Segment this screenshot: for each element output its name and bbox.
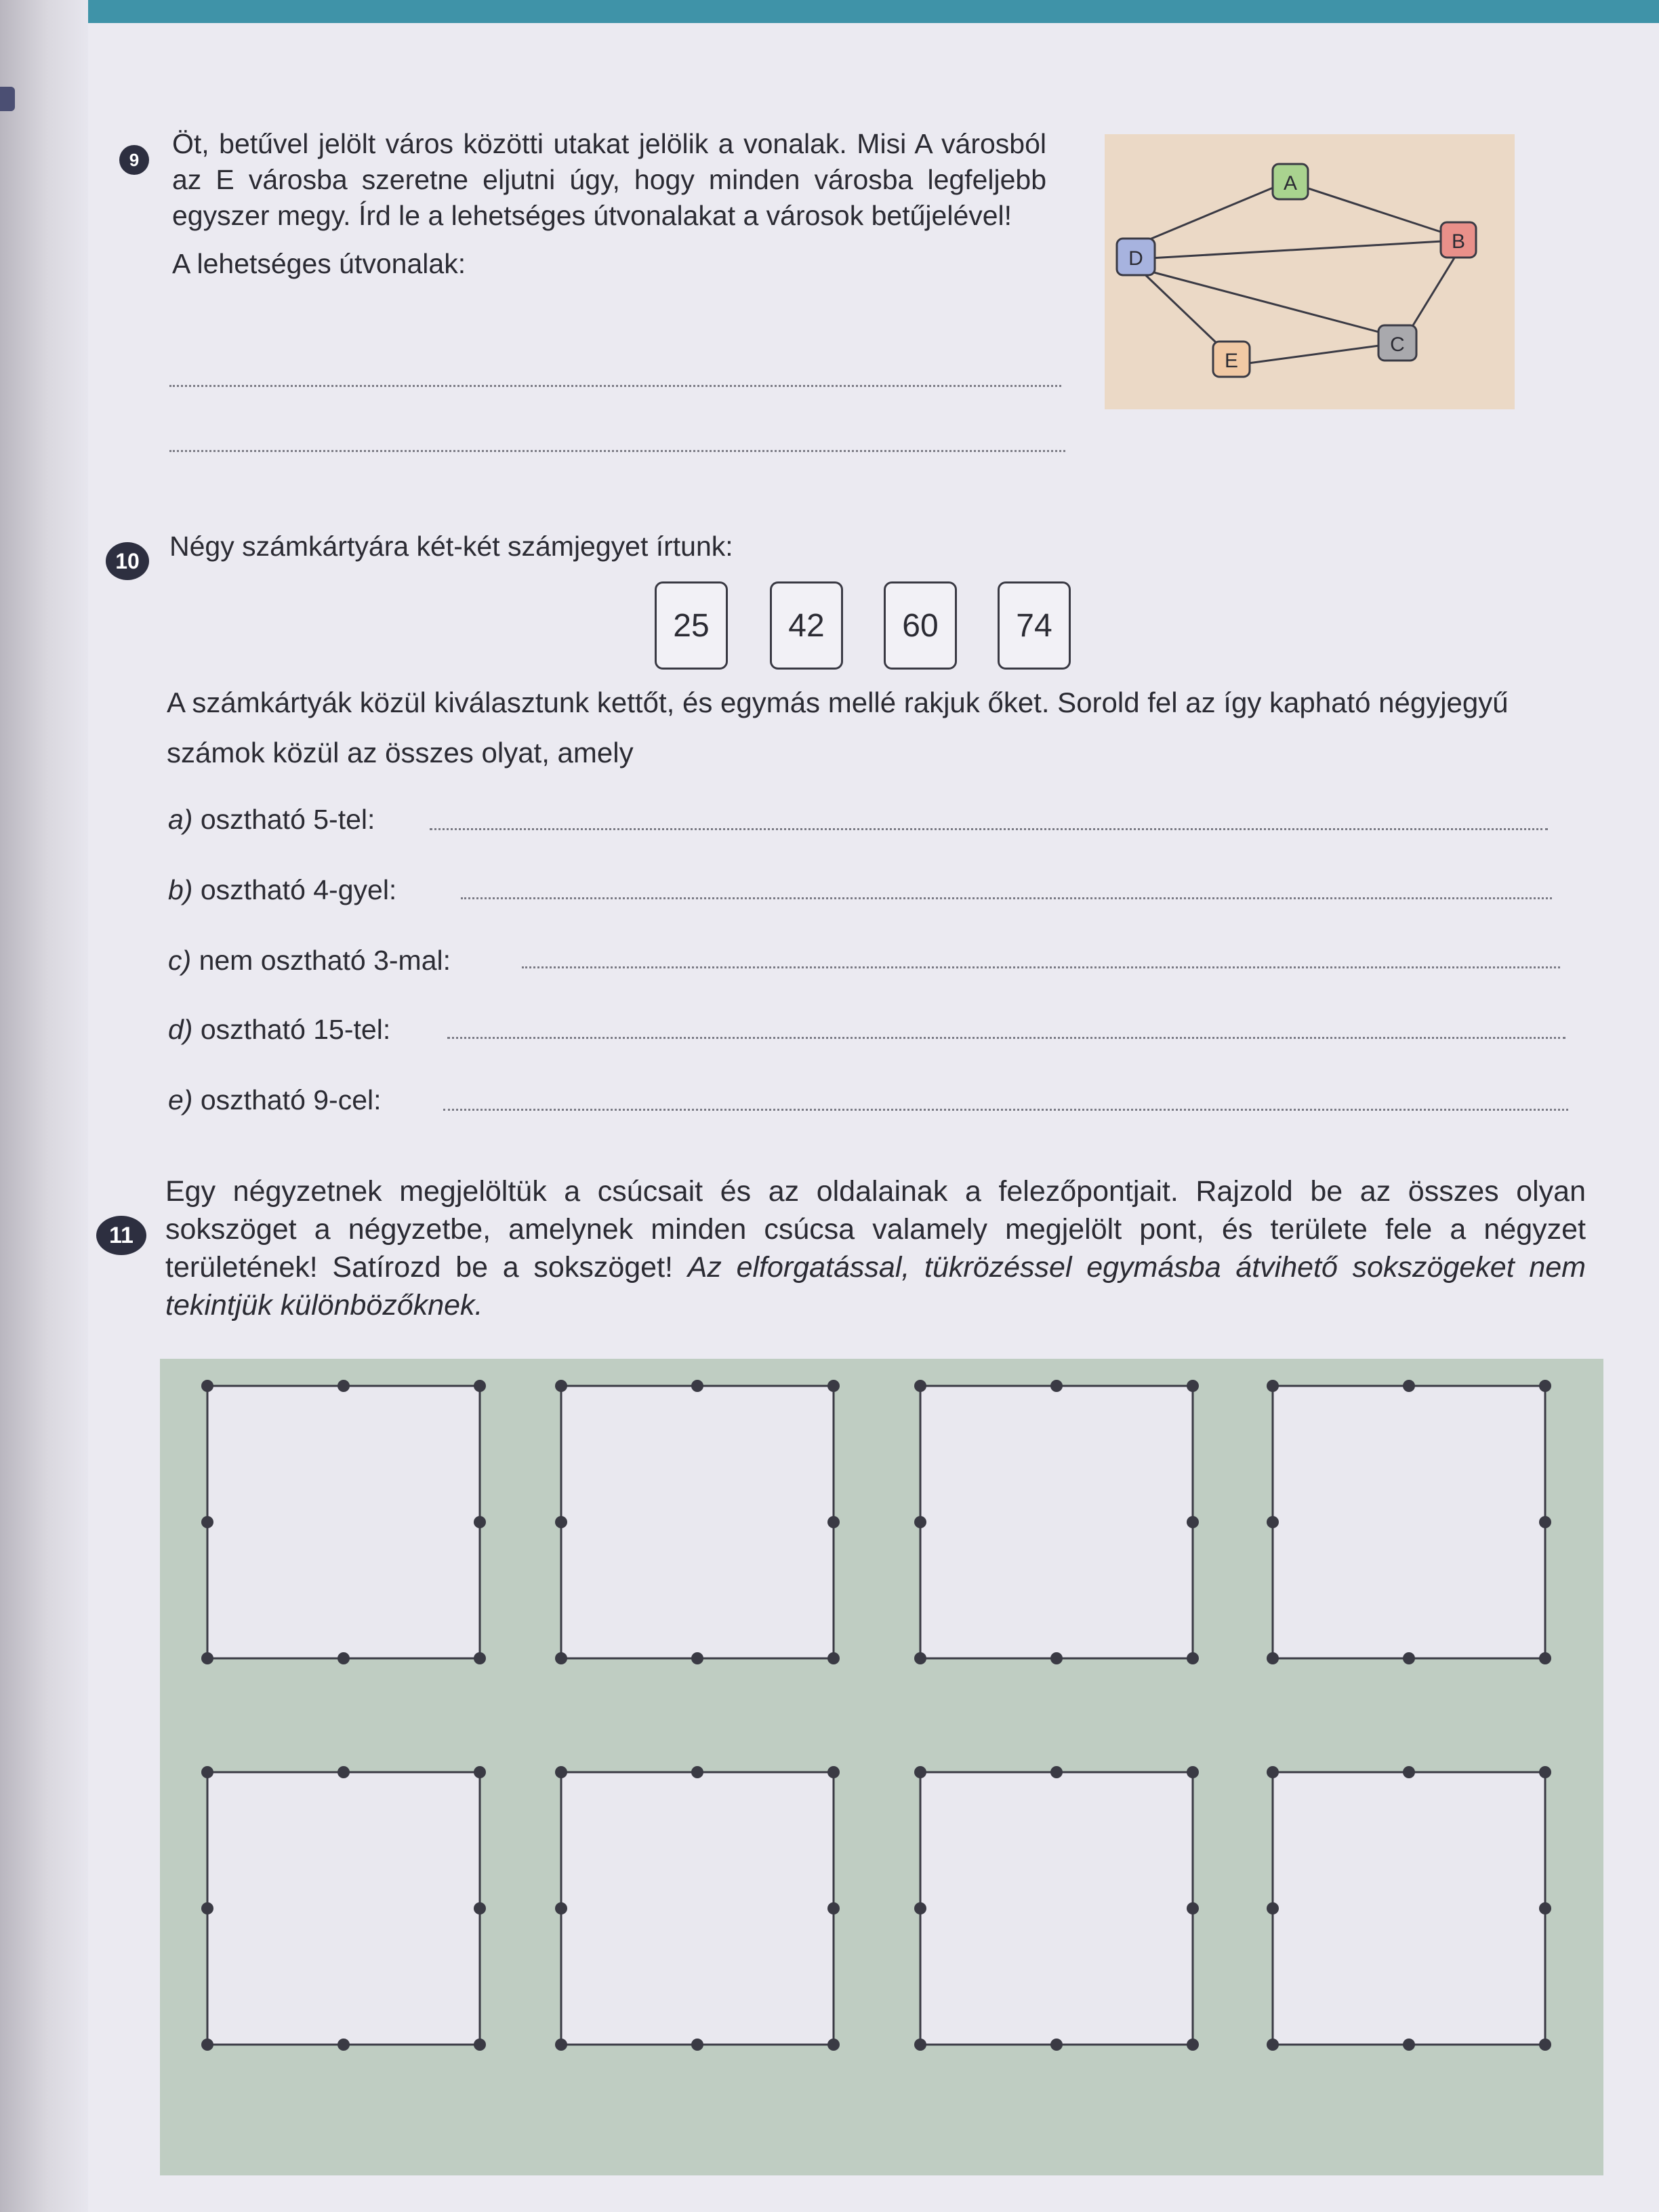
marked-point[interactable] — [827, 1380, 840, 1392]
task-10-answer-line-b[interactable] — [461, 897, 1552, 899]
node-B — [1441, 222, 1476, 258]
edge-A-B — [1288, 182, 1457, 237]
task-9-text — [172, 126, 1046, 282]
marked-point[interactable] — [827, 1516, 840, 1528]
square-8[interactable] — [1267, 1766, 1551, 2051]
square-outline — [920, 1386, 1193, 1658]
marked-point[interactable] — [914, 1380, 926, 1392]
marked-point[interactable] — [914, 1766, 926, 1778]
svg-text:B: B — [1451, 230, 1466, 253]
marked-point[interactable] — [1539, 1652, 1551, 1664]
item-b-text: osztható 4-gyel: — [200, 874, 397, 905]
item-a-text: osztható 5-tel: — [200, 804, 375, 835]
task-10-answer-line-c[interactable] — [522, 966, 1560, 968]
task-10-answer-line-a[interactable] — [430, 828, 1548, 830]
task-10-item-d — [168, 1014, 390, 1046]
marked-point[interactable] — [914, 2039, 926, 2051]
marked-point[interactable] — [1187, 1766, 1199, 1778]
square-4[interactable] — [1267, 1380, 1551, 1664]
edge-D-A — [1139, 182, 1288, 244]
edge-B-C — [1406, 253, 1457, 337]
marked-point[interactable] — [337, 2039, 350, 2051]
book-spine-shadow — [0, 0, 88, 2212]
square-1[interactable] — [201, 1380, 486, 1664]
top-color-band — [0, 0, 1659, 23]
item-d-letter: d) — [168, 1014, 193, 1045]
marked-point[interactable] — [1050, 1766, 1063, 1778]
task-11-instruction: Egy négyzetnek megjelöltük a csúcsait és az oldalainak a felezőpontjait. Rajzold be az összes olyan sokszöget a négyzetbe, amelynek minden csúcsa valamely megjelölt pont, és területe fele a négyzet területének! Satírozd be a sokszöget! — [165, 1175, 1586, 1284]
square-outline — [561, 1386, 834, 1658]
marked-point[interactable] — [1403, 1380, 1415, 1392]
marked-point[interactable] — [1187, 1652, 1199, 1664]
square-5[interactable] — [201, 1766, 486, 2051]
number-card-3: 60 — [884, 581, 957, 670]
edge-D-B — [1139, 241, 1442, 259]
item-e-letter: e) — [168, 1084, 193, 1115]
task-10-item-c — [168, 945, 451, 977]
svg-text:A: A — [1283, 172, 1298, 194]
task-10-number: 10 — [106, 542, 149, 580]
svg-text:C: C — [1390, 333, 1405, 356]
marked-point[interactable] — [201, 1380, 213, 1392]
marked-point[interactable] — [827, 1652, 840, 1664]
marked-point[interactable] — [1403, 1766, 1415, 1778]
marked-point[interactable] — [1539, 1902, 1551, 1914]
marked-point[interactable] — [201, 2039, 213, 2051]
edge-C-E — [1248, 344, 1389, 363]
square-2[interactable] — [555, 1380, 840, 1664]
number-card-2: 42 — [770, 581, 843, 670]
node-E — [1213, 342, 1250, 377]
marked-point[interactable] — [1539, 2039, 1551, 2051]
svg-text:E: E — [1224, 350, 1239, 372]
marked-point[interactable] — [1187, 1380, 1199, 1392]
marked-point[interactable] — [337, 1766, 350, 1778]
marked-point[interactable] — [1267, 1902, 1279, 1914]
item-b-letter: b) — [168, 874, 193, 905]
marked-point[interactable] — [1050, 1380, 1063, 1392]
marked-point[interactable] — [1539, 1380, 1551, 1392]
square-outline — [1273, 1386, 1545, 1658]
marked-point[interactable] — [474, 2039, 486, 2051]
marked-point[interactable] — [1267, 1652, 1279, 1664]
square-3[interactable] — [914, 1380, 1199, 1664]
marked-point[interactable] — [474, 1652, 486, 1664]
marked-point[interactable] — [201, 1902, 213, 1914]
task-10-item-a — [168, 804, 375, 836]
marked-point[interactable] — [555, 1652, 567, 1664]
marked-point[interactable] — [1187, 2039, 1199, 2051]
marked-point[interactable] — [914, 1652, 926, 1664]
task-9-answer-label: A lehetséges útvonalak: — [172, 248, 466, 279]
task-9-instruction: Öt, betűvel jelölt város közötti utakat jelölik a vonalak. Misi A városból az E városba szeretne eljutni úgy, hogy minden városba legfeljebb egyszer megy. Írd le a lehetséges útvonalakat a városok betűjelével! — [172, 128, 1046, 231]
task-10-item-b — [168, 874, 396, 906]
item-a-letter: a) — [168, 804, 193, 835]
task-10-intro: Négy számkártyára két-két számjegyet írtunk: — [169, 531, 733, 562]
item-c-letter: c) — [168, 945, 192, 976]
marked-point[interactable] — [691, 1652, 703, 1664]
task-11-number: 11 — [96, 1216, 146, 1255]
marked-point[interactable] — [914, 1516, 926, 1528]
square-outline — [1273, 1772, 1545, 2045]
marked-point[interactable] — [337, 1652, 350, 1664]
task-10-text: A számkártyák közül kiválasztunk kettőt, és egymás mellé rakjuk őket. Sorold fel az így kapható négyjegyű számok közül az összes olyat, amely — [167, 687, 1509, 769]
item-d-text: osztható 15-tel: — [200, 1014, 391, 1045]
marked-point[interactable] — [1267, 1766, 1279, 1778]
marked-point[interactable] — [691, 2039, 703, 2051]
marked-point[interactable] — [1050, 2039, 1063, 2051]
marked-point[interactable] — [1403, 1652, 1415, 1664]
squares-grid[interactable] — [160, 1359, 1603, 2175]
marked-point[interactable] — [827, 2039, 840, 2051]
marked-point[interactable] — [1050, 1652, 1063, 1664]
marked-point[interactable] — [1267, 1380, 1279, 1392]
node-A — [1273, 164, 1308, 199]
task-9-answer-line-2[interactable] — [169, 450, 1065, 452]
marked-point[interactable] — [914, 1902, 926, 1914]
marked-point[interactable] — [555, 1766, 567, 1778]
marked-point[interactable] — [827, 1902, 840, 1914]
marked-point[interactable] — [474, 1766, 486, 1778]
marked-point[interactable] — [1187, 1516, 1199, 1528]
marked-point[interactable] — [1187, 1902, 1199, 1914]
marked-point[interactable] — [1539, 1766, 1551, 1778]
marked-point[interactable] — [1267, 1516, 1279, 1528]
marked-point[interactable] — [555, 1380, 567, 1392]
task-9-number: 9 — [119, 145, 149, 175]
marked-point[interactable] — [201, 1766, 213, 1778]
square-outline — [561, 1772, 834, 2045]
marked-point[interactable] — [691, 1766, 703, 1778]
square-6[interactable] — [555, 1766, 840, 2051]
task-10-item-e — [168, 1084, 382, 1116]
marked-point[interactable] — [201, 1516, 213, 1528]
task-11-note: Az elforgatással, tükrözéssel egymásba átvihető sokszögeket nem tekintjük különbözőknek. — [165, 1251, 1586, 1322]
marked-point[interactable] — [474, 1902, 486, 1914]
node-C — [1378, 325, 1416, 361]
task-10-answer-line-e[interactable] — [443, 1109, 1568, 1111]
task-11-text — [165, 1172, 1586, 1324]
square-outline — [207, 1386, 480, 1658]
marked-point[interactable] — [1403, 2039, 1415, 2051]
marked-point[interactable] — [827, 1766, 840, 1778]
marked-point[interactable] — [201, 1652, 213, 1664]
number-card-4: 74 — [998, 581, 1071, 670]
marked-point[interactable] — [1539, 1516, 1551, 1528]
marked-point[interactable] — [474, 1380, 486, 1392]
marked-point[interactable] — [555, 1902, 567, 1914]
svg-text:D: D — [1128, 247, 1143, 270]
task-9-answer-line-1[interactable] — [169, 385, 1061, 387]
node-D — [1117, 239, 1155, 275]
number-card-1: 25 — [655, 581, 728, 670]
marked-point[interactable] — [474, 1516, 486, 1528]
city-graph — [1105, 134, 1515, 409]
marked-point[interactable] — [555, 1516, 567, 1528]
marked-point[interactable] — [691, 1380, 703, 1392]
item-e-text: osztható 9-cel: — [200, 1084, 382, 1115]
marked-point[interactable] — [1267, 2039, 1279, 2051]
item-c-text: nem osztható 3-mal: — [199, 945, 451, 976]
marked-point[interactable] — [337, 1380, 350, 1392]
square-outline — [920, 1772, 1193, 2045]
marked-point[interactable] — [555, 2039, 567, 2051]
square-outline — [207, 1772, 480, 2045]
square-7[interactable] — [914, 1766, 1199, 2051]
left-page-marker — [0, 87, 15, 111]
task-10-answer-line-d[interactable] — [447, 1037, 1565, 1039]
edge-D-C — [1139, 268, 1389, 335]
